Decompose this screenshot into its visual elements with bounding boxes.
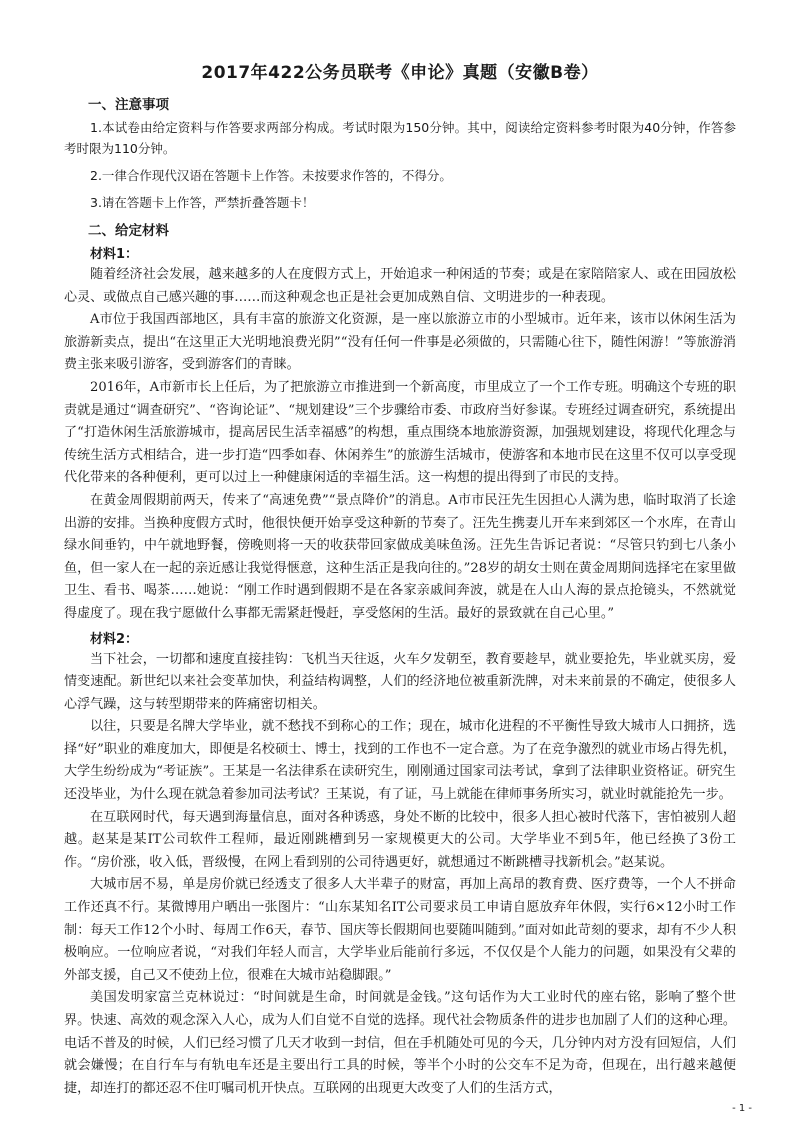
material-paragraph: A市位于我国西部地区，具有丰富的旅游文化资源，是一座以旅游立市的小型城市。近年来，该市以休闲生活为旅游新卖点，提出“在这里正大光明地浪费光阴”“没有任何一件事是必须做的，只需随心往下，随性闲游！”等旅游消费主张来吸引游客，受到游客们的青睐。 [64, 312, 736, 373]
notice-heading: 一、注意事项 [88, 97, 169, 113]
material-paragraph: 2016年，A市新市长上任后，为了把旅游立市推进到一个新高度，市里成立了一个工作专班。明确这个专班的职责就是通过“调查研究”、“咨询论证”、“规划建设”三个步骤给市委、市政府当好参谋。专班经过调查研究，系统提出了“打造休闲生活旅游城市，提高居民生活幸福感”的构想，重点围绕本地旅游资源，加强规划建设，将现代化理念与传统生活方式相结合，进一步打造“四季如春、休闲养生”的旅游生活城市，使游客和本地市民在这里不仅可以享受现代化带来的各种便利，更可以过上一种健康闲适的幸福生活。这一构想的提出得到了市民的支持。 [64, 379, 736, 486]
material-paragraph: 在互联网时代，每天遇到海量信息，面对各种诱惑，身处不断的比较中，很多人担心被时代落下，害怕被别人超越。赵某是某IT公司软件工程师，最近刚跳槽到另一家规模更大的公司。大学毕业不到5年，他已经换了3份工作。“房价涨，收入低，晋级慢，在网上看到别的公司待遇更好，就想通过不断跳槽寻找新机会。”赵某说。 [64, 809, 736, 870]
material-2-label: 材料2： [90, 631, 139, 647]
page-number: - 1 - [732, 1103, 752, 1114]
material-1-label: 材料1： [90, 247, 139, 262]
material-paragraph: 当下社会，一切都和速度直接挂钩：飞机当天往返，火车夕发朝至，教育要趁早，就业要抢先，毕业就买房，爱情变速配。新世纪以来社会变革加快，利益结构调整，人们的经济地位被重新洗牌，对未来前景的不确定，使很多人心浮气躁，这与转型期带来的阵痛密切相关。 [64, 651, 736, 712]
notice-item: 1.本试卷由给定资料与作答要求两部分构成。考试时限为150分钟。其中，阅读给定资料参考时限为40分钟，作答参考时限为110分钟。 [64, 120, 736, 156]
material-paragraph: 大城市居不易，单是房价就已经透支了很多人大半辈子的财富，再加上高昂的教育费、医疗费等，一个人不拼命工作还真不行。某微博用户晒出一张图片：“山东某知名IT公司要求员工申请自愿放弃年休假，实行6×12小时工作制：每天工作12个小时、每周工作6天，春节、国庆等长假期间也要随叫随到。”面对如此苛刻的要求，却有不少人积极响应。一位响应者说，“对我们年轻人而言，大学毕业后能前行多远，不仅仅是个人能力的问题，如果没有父辈的外部支援，自己又不使劲上位，很难在大城市站稳脚跟。” [64, 877, 736, 983]
material-paragraph: 美国发明家富兰克林说过：“时间就是生命，时间就是金钱。”这句话作为大工业时代的座右铭，影响了整个世界。快速、高效的观念深入人心，成为人们自觉不自觉的选择。现代社会物质条件的进步也加剧了人们的这种心理。电话不普及的时候，人们已经习惯了几天才收到一封信，但在手机随处可见的今天，几分钟内对方没有回短信，人们就会嫌慢；在自行车与有轨电车还是主要出行工具的时候，等半个小时的公交车不足为奇，但现在，出行越来越便捷，却连打的都还忍不住叮嘱司机开快点。互联网的出现更大改变了人们的生活方式， [64, 990, 736, 1096]
notice-item: 2.一律合作现代汉语在答题卡上作答。未按要求作答的，不得分。 [90, 168, 452, 183]
material-paragraph: 在黄金周假期前两天，传来了“高速免费”“景点降价”的消息。A市市民汪先生因担心人满为患，临时取消了长途出游的安排。当换种度假方式时，他很快便开始享受这种新的节奏了。汪先生携妻儿开车来到郊区一个水库，在青山绿水间垂钓，中午就地野餐，傍晚则将一天的收获带回家做成美味鱼汤。汪先生告诉记者说：“尽管只钓到七八条小鱼，但一家人在一起的亲近感让我觉得惬意，这种生活正是我向往的。”28岁的胡女士则在黄金周期间选择宅在家里做卫生、看书、喝茶……她说：“刚工作时遇到假期不是在各家亲戚间奔波，就是在人山人海的景点抢镜头，不然就觉得虚度了。现在我宁愿做什么事都无需紧赶慢赶，享受悠闲的生活。最好的景致就在自己心里。” [64, 492, 736, 621]
materials-heading: 二、给定材料 [88, 223, 169, 239]
material-paragraph: 随着经济社会发展，越来越多的人在度假方式上，开始追求一种闲适的节奏；或是在家陪陪家人、或在田园放松心灵、或做点自己感兴趣的事……而这种观念也正是社会更加成熟自信、文明进步的一种表现。 [64, 267, 736, 305]
notice-item: 3.请在答题卡上作答，严禁折叠答题卡！ [90, 195, 315, 210]
document-title: 2017年422公务员联考《申论》真题（安徽B卷） [201, 63, 599, 83]
material-paragraph: 以往，只要是名牌大学毕业，就不愁找不到称心的工作；现在，城市化进程的不平衡性导致大城市人口拥挤，选择“好”职业的难度加大，即便是名校硕士、博士，找到的工作也不一定合意。为了在竞争激烈的就业市场占得先机，大学生纷纷成为“考证族”。王某是一名法律系在读研究生，刚刚通过国家司法考试，拿到了法律职业资格证。研究生还没毕业，为什么现在就急着参加司法考试？王某说，有了证，马上就能在律师事务所实习，就业时就能抢先一步。 [64, 719, 736, 803]
